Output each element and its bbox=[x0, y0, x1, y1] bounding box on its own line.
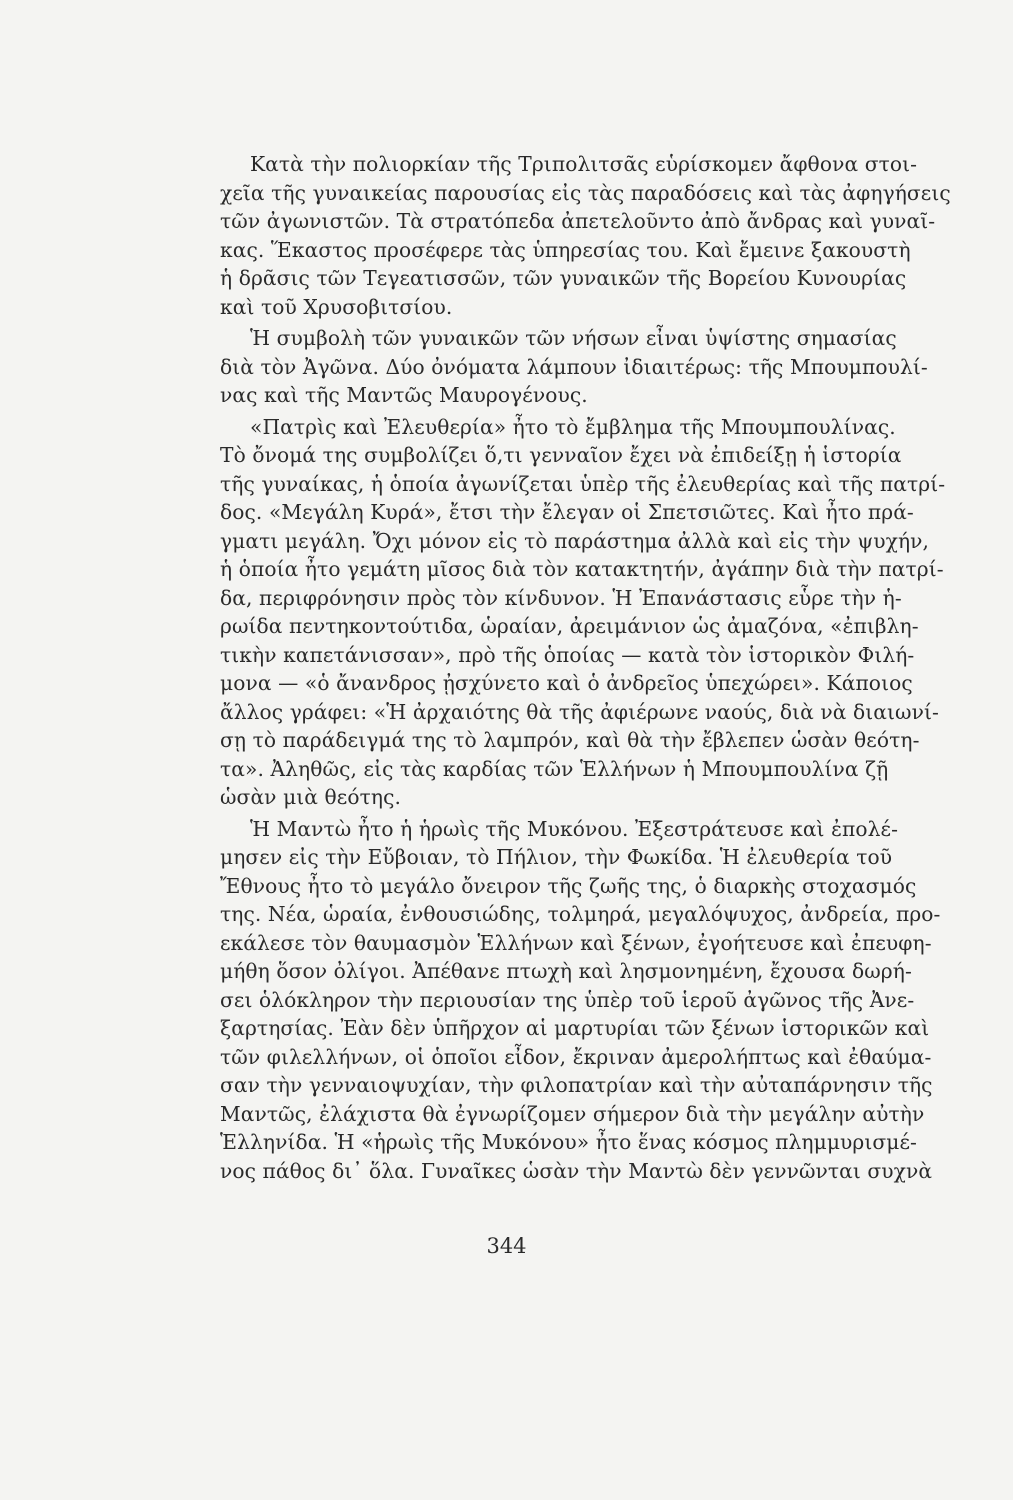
text-line: ἄλλος γράφει: «Ἡ ἀρχαιότης θὰ τῆς ἀφιέρωνε ναούς, διὰ νὰ διαιωνί- bbox=[220, 699, 939, 724]
text-line: Ἡ Μαντὼ ἦτο ἡ ἡρωὶς τῆς Μυκόνου. Ἐξεστράτευσε καὶ ἐπολέ- bbox=[250, 816, 899, 841]
text-line: τῶν ἀγωνιστῶν. Τὰ στρατόπεδα ἀπετελοῦντο ἀπὸ ἄνδρας καὶ γυναῖ- bbox=[220, 209, 936, 233]
text-line: νος πάθος δι᾽ ὅλα. Γυναῖκες ὡσὰν τὴν Μαντὼ δὲν γεννῶνται συχνὰ bbox=[220, 1158, 933, 1183]
text-line: Μαντῶς, ἐλάχιστα θὰ ἐγνωρίζομεν σήμερον διὰ τὴν μεγάλην αὐτὴν bbox=[220, 1101, 925, 1126]
text-line: Ἑλληνίδα. Ἡ «ἡρωὶς τῆς Μυκόνου» ἦτο ἕνας κόσμος πλημμυρισμέ- bbox=[220, 1130, 917, 1154]
text-line: κας. Ἕκαστος προσέφερε τὰς ὑπηρεσίας του. Καὶ ἔμεινε ξακουστὴ bbox=[220, 237, 911, 262]
text-line: ὡσὰν μιὰ θεότης. bbox=[220, 785, 402, 809]
text-line: γματι μεγάλη. Ὄχι μόνον εἰς τὸ παράστημα ἀλλὰ καὶ εἰς τὴν ψυχήν, bbox=[220, 528, 930, 553]
text-line: εκάλεσε τὸν θαυμασμὸν Ἑλλήνων καὶ ξένων, ἐγοήτευσε καὶ ἐπευφη- bbox=[220, 930, 932, 955]
text-line: Κατὰ τὴν πολιορκίαν τῆς Τριπολιτσᾶς εὑρίσκομεν ἄφθονα στοι- bbox=[250, 152, 918, 176]
text-line: ἡ δρᾶσις τῶν Τεγεατισσῶν, τῶν γυναικῶν τῆς Βορείου Κυνουρίας bbox=[220, 266, 907, 290]
text-line: τῶν φιλελλήνων, οἱ ὁποῖοι εἶδον, ἔκριναν ἀμερολήπτως καὶ ἐθαύμα- bbox=[220, 1044, 932, 1069]
text-line: σει ὁλόκληρον τὴν περιουσίαν της ὑπὲρ τοῦ ἱεροῦ ἀγῶνος τῆς Ἀνε- bbox=[220, 987, 915, 1012]
page-number: 344 bbox=[486, 1234, 527, 1258]
text-line: σαν τὴν γενναιοψυχίαν, τὴν φιλοπατρίαν καὶ τὴν αὐταπάρνησιν τῆς bbox=[220, 1073, 933, 1097]
text-line: ξαρτησίας. Ἐὰν δὲν ὑπῆρχον αἱ μαρτυρίαι τῶν ξένων ἱστορικῶν καὶ bbox=[220, 1016, 930, 1040]
text-line: ἡ ὁποία ἦτο γεμάτη μῖσος διὰ τὸν κατακτητήν, ἀγάπην διὰ τὴν πατρί- bbox=[220, 557, 944, 581]
text-line: σῃ τὸ παράδειγμά της τὸ λαμπρόν, καὶ θὰ τὴν ἔβλεπεν ὡσὰν θεότη- bbox=[220, 728, 920, 752]
text-line: της. Νέα, ὡραία, ἐνθουσιώδης, τολμηρά, μεγαλόψυχος, ἀνδρεία, προ- bbox=[220, 902, 941, 926]
text-line: ρωίδα πεντηκοντούτιδα, ὡραίαν, ἀρειμάνιον ὡς ἀμαζόνα, «ἐπιβλη- bbox=[220, 614, 919, 638]
text-line: Ἡ συμβολὴ τῶν γυναικῶν τῶν νήσων εἶναι ὑψίστης σημασίας bbox=[250, 326, 897, 350]
text-line: χεῖα τῆς γυναικείας παρουσίας εἰς τὰς παραδόσεις καὶ τὰς ἀφηγήσεις bbox=[220, 180, 951, 205]
text-line: δος. «Μεγάλη Κυρά», ἔτσι τὴν ἔλεγαν οἱ Σπετσιῶτες. Καὶ ἦτο πρά- bbox=[220, 500, 914, 524]
text-line: καὶ τοῦ Χρυσοβιτσίου. bbox=[220, 294, 453, 319]
text-line: μήθη ὅσον ὀλίγοι. Ἀπέθανε πτωχὴ καὶ λησμονημένη, ἔχουσα δωρή- bbox=[220, 959, 912, 983]
text-line: τα». Ἀληθῶς, εἰς τὰς καρδίας τῶν Ἑλλήνων ἡ Μπουμπουλίνα ζῇ bbox=[220, 756, 889, 781]
text-line: δα, περιφρόνησιν πρὸς τὸν κίνδυνον. Ἡ Ἐπανάστασις εὗρε τὴν ἡ- bbox=[220, 585, 902, 610]
text-line: διὰ τὸν Ἀγῶνα. Δύο ὀνόματα λάμπουν ἰδιαιτέρως: τῆς Μπουμπουλί- bbox=[220, 354, 928, 379]
text-line: νας καὶ τῆς Μαντῶς Μαυρογένους. bbox=[220, 383, 588, 407]
text-line: Ἔθνους ἦτο τὸ μεγάλο ὄνειρον τῆς ζωῆς της, ὁ διαρκὴς στοχασμός bbox=[220, 873, 917, 898]
text-line: τῆς γυναίκας, ἡ ὁποία ἀγωνίζεται ὑπὲρ τῆς ἐλευθερίας καὶ τῆς πατρί- bbox=[220, 471, 946, 496]
text-line: τικὴν καπετάνισσαν», πρὸ τῆς ὁποίας — κατὰ τὸν ἱστορικὸν Φιλή- bbox=[220, 642, 915, 667]
text-line: «Πατρὶς καὶ Ἐλευθερία» ἦτο τὸ ἔμβλημα τῆς Μπουμπουλίνας. bbox=[250, 414, 896, 439]
text-line: μονα — «ὁ ἄνανδρος ᾐσχύνετο καὶ ὁ ἀνδρεῖος ὑπεχώρει». Κάποιος bbox=[220, 671, 913, 695]
text-line: μησεν εἰς τὴν Εὔβοιαν, τὸ Πήλιον, τὴν Φωκίδα. Ἡ ἐλευθερία τοῦ bbox=[220, 845, 893, 869]
body-text bbox=[220, 150, 951, 1185]
text-line: Τὸ ὄνομά της συμβολίζει ὅ,τι γενναῖον ἔχει νὰ ἐπιδείξῃ ἡ ἱστορία bbox=[220, 443, 902, 467]
